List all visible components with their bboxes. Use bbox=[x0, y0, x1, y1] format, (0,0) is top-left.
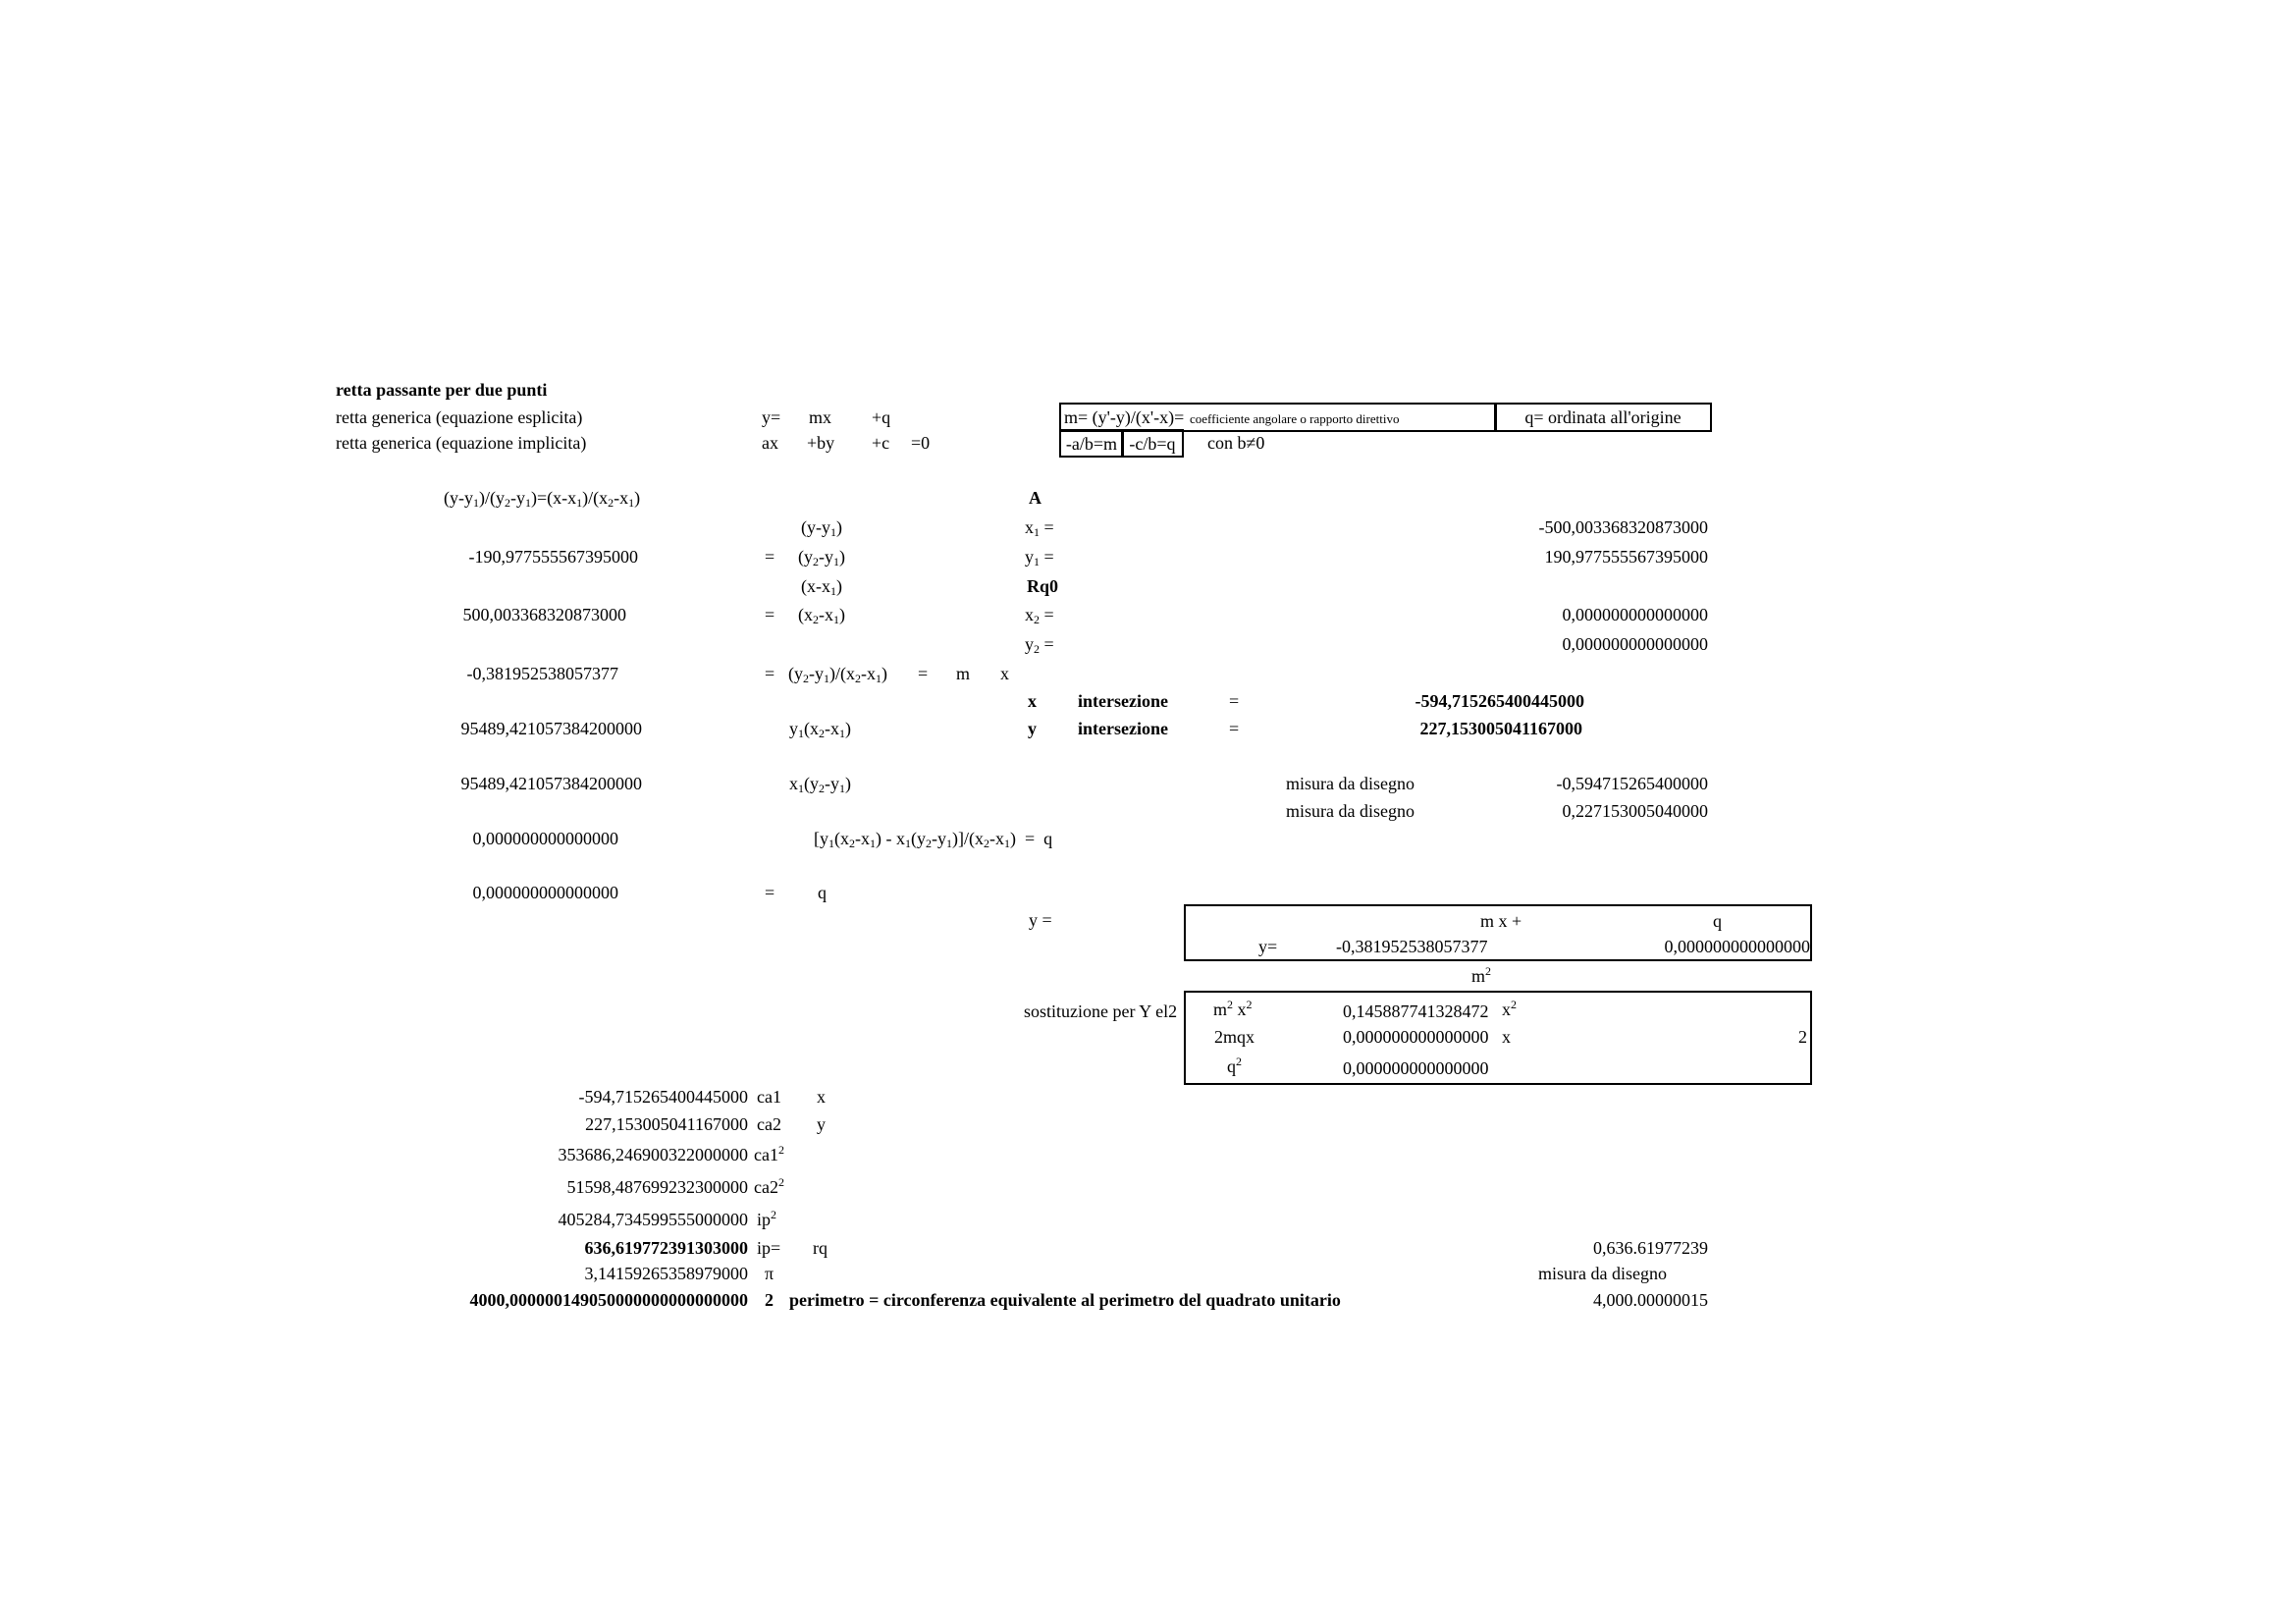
dx-value: 500,003368320873000 bbox=[462, 605, 626, 624]
2mqx-unit: x bbox=[1502, 1027, 1511, 1047]
x1-term-value: 95489,421057384200000 bbox=[460, 774, 642, 793]
condition-text: con b≠0 bbox=[1207, 433, 1265, 453]
ca2-variable: y bbox=[817, 1114, 826, 1134]
substitution-box bbox=[1184, 991, 1812, 1085]
intersection-x-letter: x bbox=[1028, 691, 1037, 711]
ip-squared-label: $ip^2$ bbox=[757, 1208, 777, 1229]
substitution-label: sostituzione per Y el2 bbox=[1024, 1001, 1178, 1021]
x1-label: $x_1$ = bbox=[1025, 517, 1054, 539]
y1-value: 190,977555567395000 bbox=[1544, 547, 1708, 567]
ip-label: ip= bbox=[757, 1238, 781, 1258]
misura-x-value: -0,594715265400000 bbox=[1556, 774, 1708, 793]
equals-sign: = bbox=[918, 664, 929, 683]
equals-sign: = bbox=[1229, 719, 1240, 738]
q2-label: $q^2$ bbox=[1227, 1055, 1242, 1076]
equals-sign: = bbox=[765, 605, 775, 624]
ca2-squared-label: $ca2^2$ bbox=[754, 1175, 784, 1197]
ab-relation: -a/b=m bbox=[1065, 434, 1118, 454]
y-minus-y1: $(y-y_1)$ bbox=[801, 517, 842, 539]
perimeter-value: 4000,000000149050000000000000000 bbox=[469, 1290, 748, 1310]
point-a-label: A bbox=[1029, 488, 1041, 508]
q-label: q bbox=[1713, 911, 1722, 931]
perimeter-factor: 2 bbox=[765, 1290, 774, 1310]
line-m-value: -0,381952538057377 bbox=[1336, 937, 1488, 956]
line-equation-box bbox=[1184, 904, 1812, 961]
intersection-x-value: -594,715265400445000 bbox=[1415, 691, 1584, 711]
equals-sign: = bbox=[1229, 691, 1240, 711]
cb-box bbox=[1121, 429, 1184, 458]
explicit-term-mx: mx bbox=[809, 407, 832, 427]
x-minus-x1: $(x-x_1)$ bbox=[801, 576, 842, 598]
line-y-equals: y = bbox=[1029, 910, 1052, 930]
point-rq0-label: Rq0 bbox=[1027, 576, 1059, 596]
rq-label: rq bbox=[813, 1238, 828, 1258]
q-definition-box bbox=[1494, 403, 1712, 432]
q2-value: 0,000000000000000 bbox=[1343, 1058, 1489, 1078]
ca2-label: ca2 bbox=[757, 1114, 781, 1134]
m-value: -0,381952538057377 bbox=[466, 664, 618, 683]
ca1-variable: x bbox=[817, 1087, 826, 1107]
explicit-term-q: +q bbox=[872, 407, 891, 427]
explicit-label: retta generica (equazione esplicita) bbox=[336, 407, 583, 427]
ip-squared-value: 405284,734599555000000 bbox=[558, 1210, 748, 1229]
intersection-y-label: intersezione bbox=[1078, 719, 1168, 738]
page-title: retta passante per due punti bbox=[336, 380, 548, 400]
explicit-term-y: y= bbox=[762, 407, 781, 427]
m-squared-label: $m^2$ bbox=[1471, 964, 1492, 986]
2mqx-value: 0,000000000000000 bbox=[1343, 1027, 1489, 1047]
x2-value: 0,000000000000000 bbox=[1562, 605, 1708, 624]
q-value: 0,000000000000000 bbox=[472, 883, 618, 902]
equals-sign: = bbox=[765, 883, 775, 902]
misura-y-value: 0,227153005040000 bbox=[1562, 801, 1708, 821]
y2-label: $y_2$ = bbox=[1025, 634, 1054, 656]
q-formula: $[y_1(x_2-x_1) - x_1(y_2-y_1)]/(x_2-x_1) = q$ bbox=[814, 829, 1053, 850]
ip-value: 636,619772391303000 bbox=[584, 1238, 748, 1258]
implicit-term-by: +by bbox=[807, 433, 835, 453]
misura-label-x: misura da disegno bbox=[1286, 774, 1415, 793]
misura-label-y: misura da disegno bbox=[1286, 801, 1415, 821]
ca2-squared-value: 51598,487699232300000 bbox=[566, 1177, 748, 1197]
implicit-label: retta generica (equazione implicita) bbox=[336, 433, 587, 453]
y1-term: $y_1(x_2-x_1)$ bbox=[789, 719, 851, 740]
q-computed-value: 0,000000000000000 bbox=[472, 829, 618, 848]
y2-value: 0,000000000000000 bbox=[1562, 634, 1708, 654]
two-point-formula: $(y-y_1)/(y_2-y_1)=(x-x_1)/(x_2-x_1)$ bbox=[444, 488, 641, 510]
y1-label: $y_1$ = bbox=[1025, 547, 1054, 568]
q-symbol: q bbox=[818, 883, 827, 902]
ca1-value: -594,715265400445000 bbox=[578, 1087, 748, 1107]
line-y-label: y= bbox=[1258, 937, 1278, 956]
ca1-label: ca1 bbox=[757, 1087, 781, 1107]
implicit-term-c: +c bbox=[872, 433, 890, 453]
implicit-term-ax: ax bbox=[762, 433, 778, 453]
cb-relation: -c/b=q bbox=[1129, 434, 1176, 454]
perimeter-right-value: 4,000.00000015 bbox=[1593, 1290, 1708, 1310]
ca1-squared-value: 353686,246900322000000 bbox=[558, 1145, 748, 1164]
x1-value: -500,003368320873000 bbox=[1538, 517, 1708, 537]
dy-value: -190,977555567395000 bbox=[468, 547, 638, 567]
x2-minus-x1: $(x_2-x_1)$ bbox=[798, 605, 845, 626]
pi-value: 3,14159265358979000 bbox=[584, 1264, 748, 1283]
equals-sign: = bbox=[765, 547, 775, 567]
ip-right-value: 0,636.61977239 bbox=[1593, 1238, 1708, 1258]
m2x2-label: $m^2$ $x^2$ bbox=[1213, 998, 1253, 1019]
y2-minus-y1: $(y_2-y_1)$ bbox=[798, 547, 845, 568]
equals-sign: = bbox=[765, 664, 775, 683]
q-definition: q= ordinata all'origine bbox=[1524, 407, 1682, 427]
m2x2-value: 0,145887741328472 bbox=[1343, 1001, 1489, 1021]
intersection-x-label: intersezione bbox=[1078, 691, 1168, 711]
2mqx-label: 2mqx bbox=[1214, 1027, 1255, 1047]
ca2-value: 227,153005041167000 bbox=[585, 1114, 748, 1134]
mx-plus-label: m x + bbox=[1480, 911, 1522, 931]
m-definition-box bbox=[1059, 403, 1497, 432]
x2-label: $x_2$ = bbox=[1025, 605, 1054, 626]
ab-box bbox=[1059, 429, 1124, 458]
line-q-value: 0,000000000000000 bbox=[1664, 937, 1810, 956]
x-symbol: x bbox=[1000, 664, 1009, 683]
m-definition-note: coefficiente angolare o rapporto direttivo bbox=[1190, 411, 1400, 426]
y1-term-value: 95489,421057384200000 bbox=[460, 719, 642, 738]
x1-term: $x_1(y_2-y_1)$ bbox=[789, 774, 851, 795]
intersection-y-letter: y bbox=[1028, 719, 1037, 738]
ca1-squared-label: $ca1^2$ bbox=[754, 1143, 784, 1164]
perimeter-label: perimetro = circonferenza equivalente al perimetro del quadrato unitario bbox=[789, 1290, 1341, 1310]
implicit-term-zero: =0 bbox=[911, 433, 931, 453]
misura-label-bottom: misura da disegno bbox=[1538, 1264, 1667, 1283]
m2x2-unit: $x^2$ bbox=[1502, 998, 1517, 1019]
pi-symbol: π bbox=[765, 1264, 774, 1283]
intersection-y-value: 227,153005041167000 bbox=[1419, 719, 1582, 738]
m-symbol: m bbox=[956, 664, 971, 683]
m-definition: m= (y'-y)/(x'-x)= bbox=[1064, 407, 1185, 427]
slope-ratio: $(y_2-y_1)/(x_2-x_1)$ bbox=[788, 664, 887, 685]
2mqx-right: 2 bbox=[1798, 1027, 1807, 1047]
